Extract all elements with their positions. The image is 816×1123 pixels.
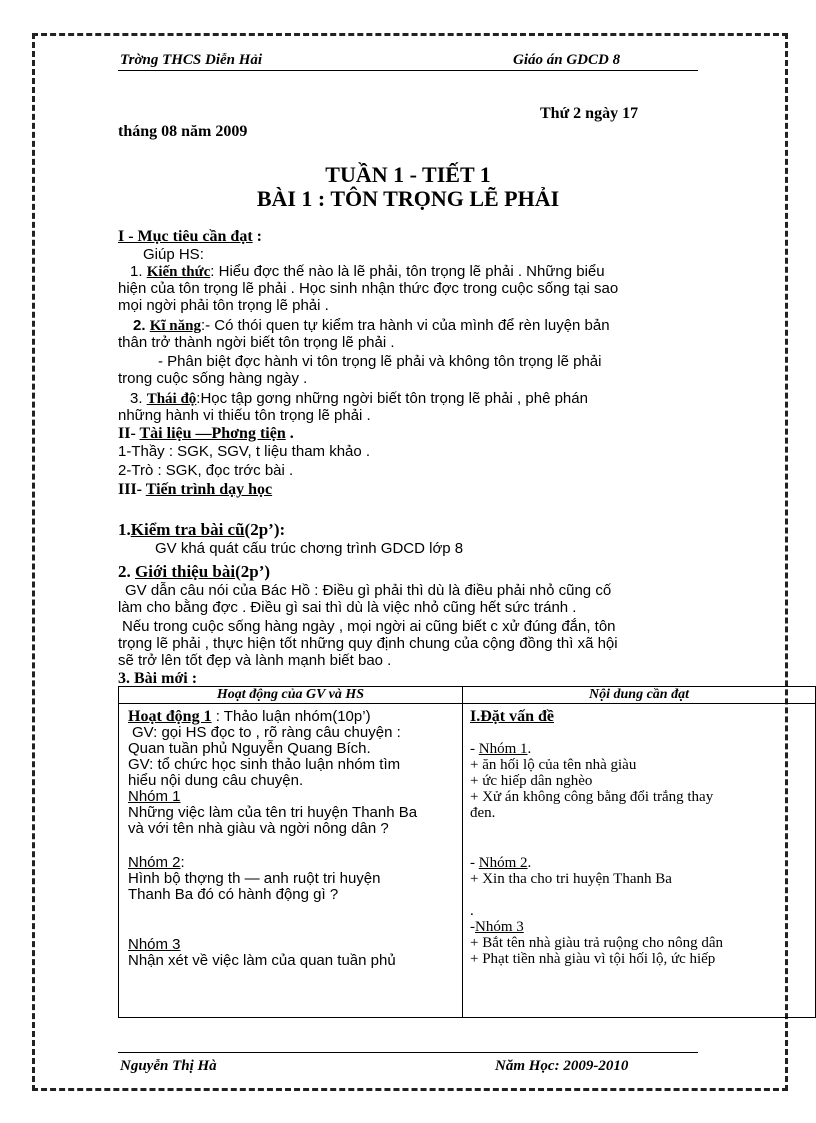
left-line: GV: gọi HS đọc to , rõ ràng câu chuyện :	[132, 724, 401, 741]
left-line: và với tên nhà giàu và ngời nông dân ?	[128, 820, 389, 837]
right-line: + ăn hối lộ của tên nhà giàu	[470, 757, 637, 773]
header-rule	[118, 70, 698, 71]
left-line: Quan tuần phủ Nguyễn Quang Bích.	[128, 740, 371, 757]
table-header-activities: Hoạt động của GV và HS	[216, 687, 365, 702]
attitude-line2: những hành vi thiếu tôn trọng lẽ phải .	[118, 407, 371, 424]
right-line: + Xử án không công bằng đổi trắng thay	[470, 789, 714, 805]
footer-rule	[118, 1052, 698, 1053]
group-1-label-right: - Nhóm 1.	[470, 741, 532, 757]
right-line: + Bắt tên nhà giàu trả ruộng cho nông dân	[470, 935, 723, 951]
header-school: Trờng THCS Diễn Hải	[120, 52, 263, 68]
lesson-title: BÀI 1 : TÔN TRỌNG LẼ PHẢI	[256, 186, 560, 211]
date-line1: Thứ 2 ngày 17	[540, 105, 639, 122]
left-line: Hình bộ thợng th — anh ruột tri huyện	[128, 870, 381, 887]
table-column-divider	[462, 687, 463, 1017]
section-process-heading: III- Tiến trình dạy học	[118, 481, 273, 498]
week-title: TUẦN 1 - TIẾT 1	[325, 162, 491, 187]
skills-line3: - Phân biệt đợc hành vi tôn trọng lẽ phải và không tôn trọng lẽ phải	[158, 353, 602, 370]
left-line: Nhận xét về việc làm của quan tuần phủ	[128, 952, 396, 969]
section-objectives-heading: I - Mục tiêu cần đạt :	[118, 228, 262, 245]
section-materials-heading: II- Tài liệu —Phơng tiện .	[118, 425, 294, 442]
left-line: Thanh Ba đó có hành động gì ?	[128, 886, 339, 903]
right-dot: .	[470, 903, 474, 919]
group-3-label-right: -Nhóm 3	[470, 919, 524, 935]
check-text: GV khá quát cấu trúc chơng trình GDCD lớp 8	[155, 540, 464, 557]
table-right-column	[470, 709, 815, 967]
intro-line4: trọng lẽ phải , thực hiện tốt những quy định chung của cộng đồng thì xã hội	[118, 635, 618, 652]
table-left-column	[128, 709, 458, 969]
intro-line1: GV dẫn câu nói của Bác Hồ : Điều gì phải thì dù là điều phải nhỏ cũng cố	[125, 582, 612, 599]
group-2-label-right: - Nhóm 2.	[470, 855, 532, 871]
objectives-intro: Giúp HS:	[143, 246, 204, 263]
left-line: hiểu nội dung câu chuyện.	[128, 772, 304, 789]
left-line: Những việc làm của tên tri huyện Thanh Ba	[128, 804, 418, 821]
knowledge-line2: hiện của tôn trọng lẽ phải . Học sinh nhận thức đợc trong cuộc sống tại sao	[118, 280, 619, 297]
skills-line4: trong cuộc sống hàng ngày .	[118, 370, 308, 387]
right-line: đen.	[470, 805, 496, 821]
problem-heading: I.Đặt vấn đề	[470, 708, 555, 725]
right-line: + Xin tha cho tri huyện Thanh Ba	[470, 871, 672, 887]
materials-line2: 2-Trò : SGK, đọc trớc bài .	[118, 462, 294, 479]
skills-line2: thân trở thành ngời biết tôn trọng lẽ phải .	[118, 334, 395, 351]
group-3-label: Nhóm 3	[128, 936, 181, 953]
date-line2: tháng 08 năm 2009	[118, 123, 248, 140]
footer-year: Năm Học: 2009-2010	[495, 1058, 629, 1074]
new-lesson-heading: 3. Bài mới :	[118, 670, 198, 687]
intro-line2: làm cho bằng đợc . Điều gì sai thì dù là việc nhỏ cũng hết sức tránh .	[118, 599, 577, 616]
left-line: GV: tổ chức học sinh thảo luận nhóm tìm	[128, 756, 401, 773]
activity-table	[118, 686, 816, 1018]
knowledge-line1: 1. Kiến thức: Hiểu đợc thế nào là lẽ phải, tôn trọng lẽ phải . Những biểu	[130, 263, 605, 280]
check-heading: 1.Kiểm tra bài cũ(2p’):	[118, 520, 286, 539]
materials-line1: 1-Thầy : SGK, SGV, t liệu tham khảo .	[118, 443, 371, 460]
group-2-label: Nhóm 2:	[128, 854, 185, 871]
skills-line1: 2. Kĩ năng:- Có thói quen tự kiểm tra hành vi của mình để rèn luyện bản	[133, 317, 610, 334]
right-line: + Phạt tiền nhà giàu vì tội hối lộ, ức hiếp	[470, 951, 716, 967]
intro-line3: Nếu trong cuộc sống hàng ngày , mọi ngời ai cũng biết c xử đúng đắn, tôn	[122, 618, 616, 635]
footer-author: Nguyễn Thị Hà	[120, 1058, 217, 1074]
intro-heading: 2. Giới thiệu bài(2p’)	[118, 562, 271, 581]
table-header-content: Nội dung cần đạt	[589, 687, 689, 702]
intro-line5: sẽ trở lên tốt đẹp và lành mạnh biết bao .	[118, 652, 392, 669]
activity-1-heading: Hoạt động 1 : Thảo luận nhóm(10p’)	[128, 708, 371, 725]
group-1-label: Nhóm 1	[128, 788, 181, 805]
table-header-row	[119, 687, 815, 704]
knowledge-line3: mọi ngời phải tôn trọng lẽ phải .	[118, 297, 329, 314]
header-subject: Giáo án GDCD 8	[513, 52, 621, 68]
right-line: + ức hiếp dân nghèo	[470, 773, 593, 789]
attitude-line1: 3. Thái độ:Học tập gơng những ngời biết tôn trọng lẽ phải , phê phán	[130, 390, 588, 407]
